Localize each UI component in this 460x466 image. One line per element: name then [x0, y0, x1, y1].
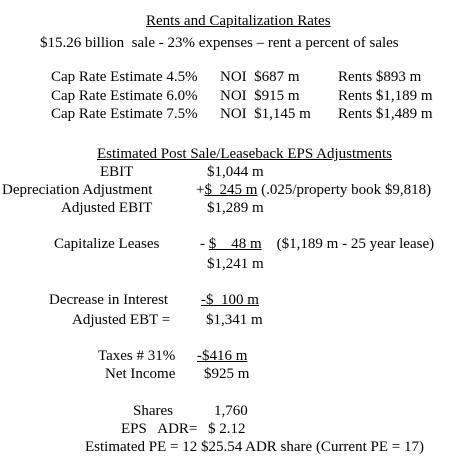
ebit-label: EBIT — [100, 164, 134, 180]
depreciation-sign: + — [196, 182, 205, 198]
depreciation-row — [196, 182, 431, 199]
eps-section-title: Estimated Post Sale/Leaseback EPS Adjustments — [97, 146, 392, 162]
capitalize-leases-value: $ 48 m — [208, 236, 262, 252]
adjusted-ebt-label: Adjusted EBT = — [72, 312, 171, 328]
estimated-pe: Estimated PE = 12 $25.54 ADR share (Current PE = 17) — [85, 439, 424, 455]
cap-rate-rents: Rents $1,189 m — [338, 88, 433, 104]
cap-rate-noi: NOI $1,145 m — [220, 106, 311, 122]
adjusted-ebit-label: Adjusted EBIT — [61, 200, 153, 216]
taxes-value: -$416 m — [197, 348, 248, 364]
decrease-interest-value: -$ 100 m — [201, 292, 259, 308]
cap-rate-noi: NOI $915 m — [220, 88, 300, 104]
cap-rate-label: Cap Rate Estimate 7.5% — [51, 106, 198, 122]
adjusted-ebt-value: $1,341 m — [206, 312, 263, 328]
capitalize-leases-note: ($1,189 m - 25 year lease) — [261, 236, 435, 252]
cap-rate-noi: NOI $687 m — [220, 69, 300, 85]
capitalize-leases-row — [200, 236, 434, 253]
cap-rate-label: Cap Rate Estimate 6.0% — [51, 88, 198, 104]
cap-rate-label: Cap Rate Estimate 4.5% — [51, 69, 198, 85]
adjusted-ebit-value: $1,289 m — [207, 200, 264, 216]
cap-rate-rents: Rents $893 m — [338, 69, 422, 85]
net-income-label: Net Income — [105, 366, 176, 382]
shares-value: 1,760 — [214, 403, 248, 419]
depreciation-value: $ 245 m — [204, 182, 258, 198]
depreciation-label: Depreciation Adjustment — [2, 182, 153, 198]
document-title: Rents and Capitalization Rates — [146, 13, 331, 29]
eps-adr-label: EPS ADR= — [121, 421, 198, 437]
eps-adr-value: $ 2.12 — [208, 421, 246, 437]
depreciation-note: (.025/property book $9,818) — [257, 182, 432, 198]
capitalize-leases-sign: - — [200, 236, 209, 252]
shares-label: Shares — [133, 403, 173, 419]
taxes-label: Taxes # 31% — [98, 348, 176, 364]
capitalize-leases-result: $1,241 m — [207, 256, 264, 272]
capitalize-leases-label: Capitalize Leases — [54, 236, 160, 252]
document-subtitle: $15.26 billion sale - 23% expenses – rent a percent of sales — [40, 35, 399, 51]
decrease-interest-label: Decrease in Interest — [49, 292, 169, 308]
net-income-value: $925 m — [204, 366, 250, 382]
cap-rate-rents: Rents $1,489 m — [338, 106, 433, 122]
ebit-value: $1,044 m — [207, 164, 264, 180]
